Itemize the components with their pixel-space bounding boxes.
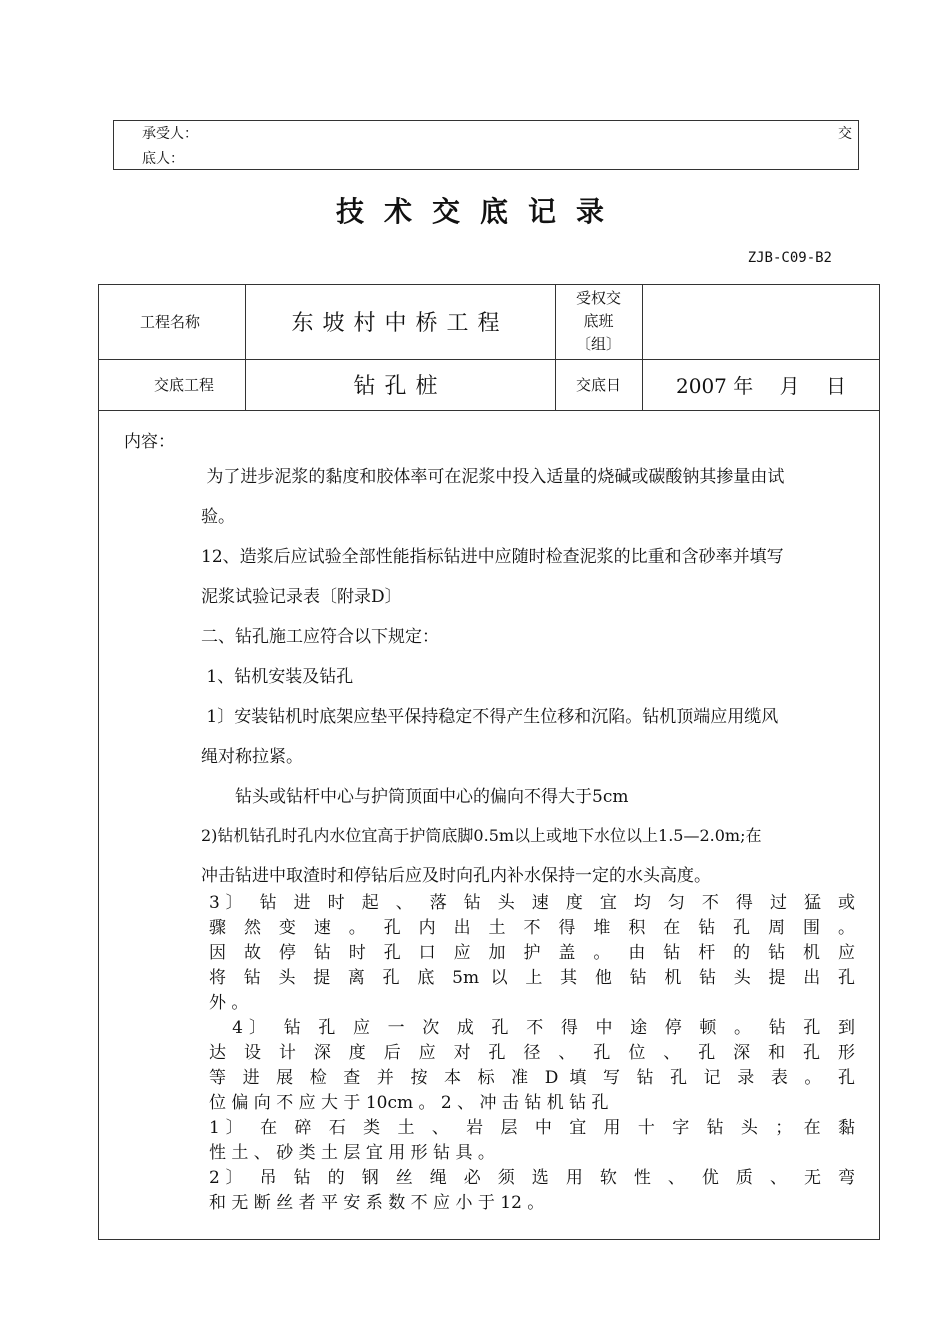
project-name-value: 东坡村中桥工程 bbox=[291, 311, 509, 336]
date-value: 2007 年 月 日 bbox=[676, 374, 846, 398]
team-label bbox=[555, 284, 642, 359]
content-line-spaced: 达 设 计 深 度 后 应 对 孔 径 、 孔 位 、 孔 深 和 孔 形 bbox=[209, 1043, 855, 1063]
content-line-spaced: 3〕 钻 进 时 起 、 落 钻 头 速 度 宜 均 匀 不 得 过 猛 或 bbox=[209, 893, 855, 913]
content-line-spaced: 2〕 吊 钻 的 钢 丝 绳 必 须 选 用 软 性 、 优 质 、 无 弯 bbox=[209, 1168, 855, 1188]
content-line: 冲击钻进中取渣时和停钻后应及时向孔内补水保持一定的水头高度。 bbox=[201, 866, 711, 886]
content-line-spaced: 外 。 bbox=[209, 993, 249, 1013]
content-line-spaced: 骤 然 变 速 。 孔 内 出 土 不 得 堆 积 在 钻 孔 周 围 。 bbox=[209, 918, 855, 938]
content-line: 验。 bbox=[201, 507, 235, 527]
content-line: 为了进步泥浆的黏度和胶体率可在泥浆中投入适量的烧碱或碳酸钠其掺量由试 bbox=[201, 467, 785, 487]
project-name-label: 工程名称 bbox=[140, 313, 201, 331]
page-title: 技术交底记录 bbox=[335, 195, 624, 228]
header-right-char: 交 bbox=[838, 126, 852, 142]
content-line-spaced: 因 故 停 钻 时 孔 口 应 加 护 盖 。 由 钻 杆 的 钻 机 应 bbox=[209, 943, 855, 963]
item-label: 交底工程 bbox=[154, 376, 215, 394]
team-value bbox=[642, 284, 880, 359]
content-line: 绳对称拉紧。 bbox=[201, 747, 303, 767]
table-row-divider bbox=[98, 410, 880, 411]
content-line: 1、钻机安装及钻孔 bbox=[201, 667, 354, 687]
content-line: 二、钻孔施工应符合以下规定： bbox=[201, 627, 439, 647]
form-code: ZJB-C09-B2 bbox=[747, 250, 832, 266]
content-line-spaced: 4〕 钻 孔 应 一 次 成 孔 不 得 中 途 停 顿 。 钻 孔 到 bbox=[209, 1018, 855, 1038]
content-line: 1〕安装钻机时底架应垫平保持稳定不得产生位移和沉陷。钻机顶端应用缆风 bbox=[201, 707, 779, 727]
content-line: 泥浆试验记录表〔附录D〕 bbox=[201, 587, 402, 607]
giver-label: 底人： bbox=[142, 151, 184, 167]
content-line-spaced: 1〕 在 碎 石 类 土 、 岩 层 中 宜 用 十 字 钻 头 ； 在 黏 bbox=[209, 1118, 855, 1138]
item-value: 钻孔桩 bbox=[353, 374, 447, 399]
content-line-spaced: 将 钻 头 提 离 孔 底 5m 以 上 其 他 钻 机 钻 头 提 出 孔 bbox=[209, 968, 855, 988]
content-line: 钻头或钻杆中心与护筒顶面中心的偏向不得大于5cm bbox=[201, 787, 629, 807]
content-line-spaced: 性 土 、 砂 类 土 层 宜 用 形 钻 具 。 bbox=[209, 1143, 495, 1163]
content-line: 2)钻机钻孔时孔内水位宜高于护筒底脚0.5m以上或地下水位以上1.5—2.0m;在 bbox=[201, 826, 762, 845]
content-line-spaced: 和 无 断 丝 者 平 安 系 数 不 应 小 于 12 。 bbox=[209, 1193, 545, 1213]
team-label-line: 底班 bbox=[583, 312, 614, 330]
receiver-label: 承受人： bbox=[142, 126, 198, 142]
content-line-spaced: 等 进 展 检 查 并 按 本 标 准 D 填 写 钻 孔 记 录 表 。 孔 bbox=[209, 1068, 855, 1088]
team-label-line: 受权交 bbox=[575, 289, 621, 307]
content-line-spaced: 位 偏 向 不 应 大 于 10cm 。 2 、 冲 击 钻 机 钻 孔 bbox=[209, 1093, 609, 1113]
content-label: 内容： bbox=[124, 432, 175, 452]
content-line: 12、造浆后应试验全部性能指标钻进中应随时检查泥浆的比重和含砂率并填写 bbox=[201, 547, 784, 567]
team-label-line: 〔组〕 bbox=[575, 335, 621, 353]
receiver-info-box bbox=[113, 120, 859, 170]
date-label: 交底日 bbox=[575, 376, 621, 394]
